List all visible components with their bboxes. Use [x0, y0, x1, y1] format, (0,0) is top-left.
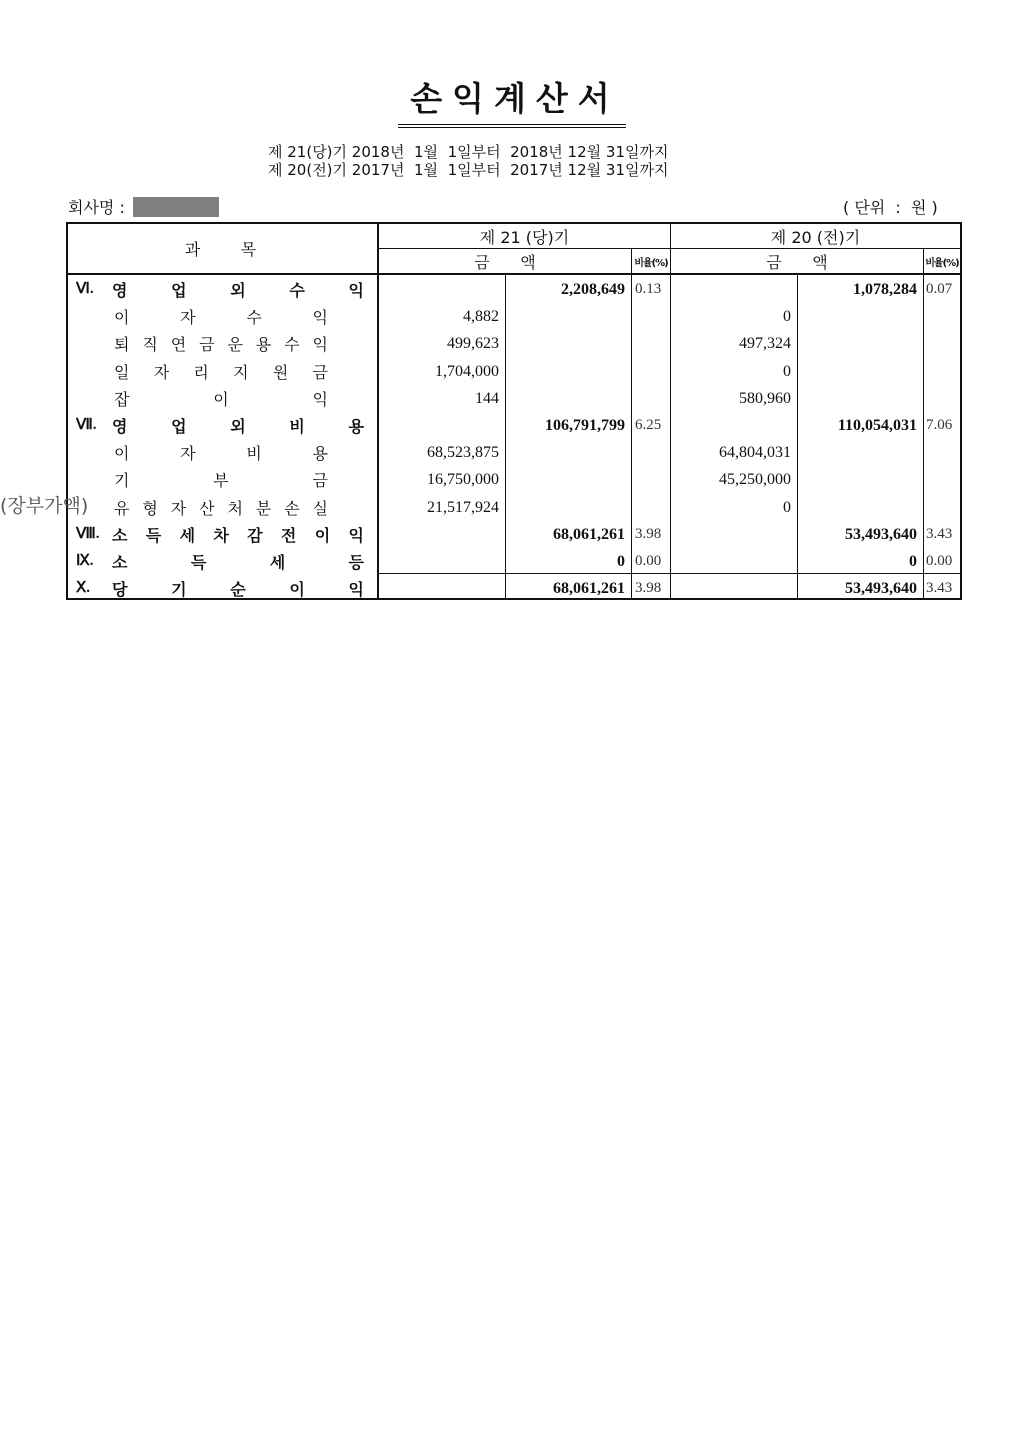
row-account-label — [112, 276, 364, 303]
row-roman-numeral: Ⅸ. — [76, 553, 94, 569]
label-char: 세 — [269, 553, 286, 572]
label-char: 이 — [114, 308, 130, 328]
pri-detail-amount: 0 — [783, 362, 791, 380]
cur-total-amount — [505, 385, 625, 412]
label-char: 업 — [171, 417, 187, 436]
label-char: 순 — [230, 580, 246, 600]
pri-ratio: 0.00 — [926, 553, 953, 569]
cur-detail-amount — [379, 276, 499, 303]
cur-detail-amount — [379, 412, 499, 439]
cur-total-amount: 2,208,649 — [561, 281, 625, 298]
pri-detail-amount — [671, 276, 791, 303]
cur-detail-amount: 499,623 — [447, 335, 499, 353]
row-account-label — [114, 466, 328, 493]
row-roman-numeral — [76, 330, 116, 357]
cur-detail-amount — [379, 575, 499, 602]
pri-total-amount — [797, 303, 917, 330]
cur-detail-amount — [379, 548, 499, 575]
label-char: 익 — [312, 389, 328, 409]
cur-detail-amount — [379, 521, 499, 548]
label-char: 자 — [180, 444, 196, 464]
label-char: 영 — [112, 281, 128, 300]
label-char: 금 — [312, 471, 328, 491]
table-row — [68, 358, 960, 385]
row-roman-numeral — [76, 439, 116, 466]
label-char: 기 — [114, 471, 130, 491]
cur-total-amount — [505, 330, 625, 357]
label-char: 용 — [348, 417, 364, 436]
row-roman-numeral — [76, 303, 116, 330]
header-prior-period: 제 20 (전)기 — [770, 227, 861, 247]
label-char: 감 — [247, 525, 263, 545]
row-roman-numeral — [76, 358, 116, 385]
header-current-ratio: 비율(%) — [634, 257, 668, 269]
row-account-label — [114, 385, 328, 412]
row-account-label — [112, 548, 364, 575]
label-char: 이 — [314, 525, 331, 545]
table-row — [68, 439, 960, 466]
pri-total-amount — [797, 439, 917, 466]
header-current-amount: 금 액 — [474, 252, 536, 272]
label-char: 익 — [348, 580, 364, 600]
label-char: 영 — [112, 417, 128, 436]
cur-total-amount: 68,061,261 — [553, 525, 625, 543]
cur-ratio: 3.98 — [635, 525, 662, 542]
pri-total-amount: 110,054,031 — [837, 417, 917, 434]
row-account-label — [112, 575, 364, 602]
label-char: 직 — [142, 335, 158, 355]
table-row — [68, 575, 960, 602]
label-char: 전 — [280, 525, 297, 545]
table-row — [68, 276, 960, 303]
label-char: 리 — [193, 362, 209, 382]
income-statement-table — [66, 222, 962, 600]
label-char: 득 — [145, 525, 162, 545]
label-char: 자 — [180, 308, 196, 328]
pri-detail-amount: 0 — [783, 308, 791, 326]
cur-total-amount: 0 — [617, 553, 625, 570]
label-char: 용 — [255, 335, 272, 355]
cur-ratio: 3.98 — [635, 580, 662, 597]
pri-total-amount — [797, 330, 917, 357]
label-char: 산 — [199, 498, 215, 518]
cur-detail-amount: 1,704,000 — [435, 362, 499, 380]
pri-total-amount: 0 — [909, 553, 917, 570]
row-account-label — [112, 521, 364, 548]
row-account-label — [112, 412, 364, 439]
prior-period-line: 제 20(전)기 2017년 1월 1일부터 2017년 12월 31일까지 — [268, 161, 669, 179]
label-char: 외 — [230, 417, 246, 436]
label-char: 연 — [170, 335, 187, 355]
label-char: 외 — [230, 281, 246, 300]
pri-detail-amount: 64,804,031 — [719, 444, 791, 462]
cur-detail-amount: 4,882 — [463, 308, 499, 326]
cur-detail-amount: 16,750,000 — [427, 471, 499, 489]
label-char: 부 — [213, 471, 229, 491]
label-char: 운 — [227, 335, 243, 355]
label-char: 익 — [312, 308, 328, 328]
row-account-label — [114, 358, 328, 385]
header-prior-ratio: 비율(%) — [925, 257, 959, 269]
table-row — [68, 385, 960, 412]
pri-total-amount — [797, 494, 917, 521]
pri-detail-amount — [671, 412, 791, 439]
label-char: 지 — [233, 362, 249, 382]
header-bottom-line — [68, 273, 960, 275]
label-char: 수 — [289, 281, 305, 300]
cur-total-amount — [505, 466, 625, 493]
cur-total-amount — [505, 358, 625, 385]
table-row — [68, 494, 960, 521]
table-row — [68, 521, 960, 548]
row-account-label — [114, 303, 328, 330]
company-label: 회사명 : — [68, 198, 125, 217]
row-roman-numeral: Ⅶ. — [76, 417, 97, 433]
pri-total-amount — [797, 466, 917, 493]
label-char: 퇴 — [114, 335, 130, 355]
pri-detail-amount: 45,250,000 — [719, 471, 791, 489]
company-name — [68, 195, 219, 218]
pri-ratio: 3.43 — [926, 580, 953, 597]
label-char: 이 — [213, 389, 229, 409]
label-char: 수 — [284, 335, 300, 355]
pri-detail-amount — [671, 575, 791, 602]
redacted-company-name — [133, 197, 219, 217]
cur-ratio: 0.00 — [635, 553, 662, 569]
label-char: 소 — [112, 553, 128, 572]
row-roman-numeral — [76, 385, 116, 412]
label-char: 처 — [227, 498, 243, 518]
title-text: 손익계산서 — [398, 78, 625, 128]
row-roman-numeral: Ⅹ. — [76, 580, 91, 597]
cur-total-amount — [505, 494, 625, 521]
pri-total-amount — [797, 358, 917, 385]
label-char: 금 — [199, 335, 215, 355]
cur-detail-amount: 21,517,924 — [427, 498, 499, 516]
pri-detail-amount: 580,960 — [739, 389, 791, 407]
cur-detail-amount: 144 — [475, 389, 499, 407]
pri-total-amount: 53,493,640 — [845, 580, 917, 598]
table-row — [68, 466, 960, 493]
cur-detail-amount: 68,523,875 — [427, 444, 499, 462]
row-account-label — [114, 439, 328, 466]
pri-ratio: 0.07 — [926, 281, 953, 297]
pri-detail-amount: 497,324 — [739, 335, 791, 353]
label-char: 용 — [312, 444, 328, 464]
label-char: 비 — [289, 417, 305, 436]
label-char: 기 — [171, 580, 187, 600]
pri-detail-amount — [671, 548, 791, 575]
pri-total-amount: 1,078,284 — [853, 281, 917, 298]
label-char: 득 — [190, 553, 207, 572]
cur-total-amount: 106,791,799 — [545, 417, 625, 434]
table-row — [68, 303, 960, 330]
label-char: 익 — [348, 525, 364, 545]
pri-detail-amount — [671, 521, 791, 548]
label-char: 세 — [179, 525, 196, 545]
header-account: 과 목 — [184, 240, 261, 259]
row-roman-numeral: Ⅷ. — [76, 525, 100, 542]
table-row — [68, 330, 960, 357]
current-period-line: 제 21(당)기 2018년 1월 1일부터 2018년 12월 31일까지 — [268, 143, 669, 161]
pri-total-amount — [797, 385, 917, 412]
label-char: 금 — [312, 362, 328, 382]
label-char: 자 — [170, 498, 187, 518]
label-char: 등 — [348, 553, 364, 572]
label-char: 유 — [114, 498, 130, 518]
label-char: 비 — [246, 444, 262, 464]
header-current-period: 제 21 (당)기 — [479, 227, 570, 247]
row-account-label — [114, 330, 328, 357]
pri-detail-amount: 0 — [783, 498, 791, 516]
table-row — [68, 412, 960, 439]
pri-total-amount: 53,493,640 — [845, 525, 917, 543]
label-char: 일 — [114, 362, 130, 382]
row-roman-numeral — [76, 466, 116, 493]
label-char: 익 — [348, 281, 364, 300]
label-char: 분 — [255, 498, 272, 518]
cur-total-amount: 68,061,261 — [553, 580, 625, 598]
row-account-label — [114, 494, 328, 521]
unit-label: ( 단위 : 원 ) — [843, 198, 938, 217]
cur-total-amount — [505, 439, 625, 466]
document-title — [0, 78, 1024, 128]
side-note: (장부가액) — [0, 495, 89, 517]
label-char: 이 — [289, 580, 305, 600]
label-char: 실 — [312, 498, 328, 518]
label-char: 수 — [246, 308, 262, 328]
cur-total-amount — [505, 303, 625, 330]
label-char: 자 — [153, 362, 170, 382]
label-char: 원 — [272, 362, 289, 382]
cur-ratio: 0.13 — [635, 281, 662, 297]
label-char: 업 — [171, 281, 187, 300]
label-char: 차 — [213, 525, 229, 545]
label-char: 잡 — [114, 389, 130, 409]
label-char: 이 — [114, 444, 130, 464]
table-row — [68, 548, 960, 575]
cur-ratio: 6.25 — [635, 417, 662, 433]
label-char: 당 — [112, 580, 128, 600]
label-char: 손 — [284, 498, 300, 518]
label-char: 익 — [312, 335, 328, 355]
row-roman-numeral: Ⅵ. — [76, 281, 94, 297]
label-char: 형 — [142, 498, 158, 518]
fiscal-periods — [268, 143, 668, 179]
header-prior-amount: 금 액 — [766, 252, 828, 272]
pri-ratio: 7.06 — [926, 417, 953, 433]
label-char: 소 — [112, 525, 128, 545]
pri-ratio: 3.43 — [926, 525, 953, 542]
